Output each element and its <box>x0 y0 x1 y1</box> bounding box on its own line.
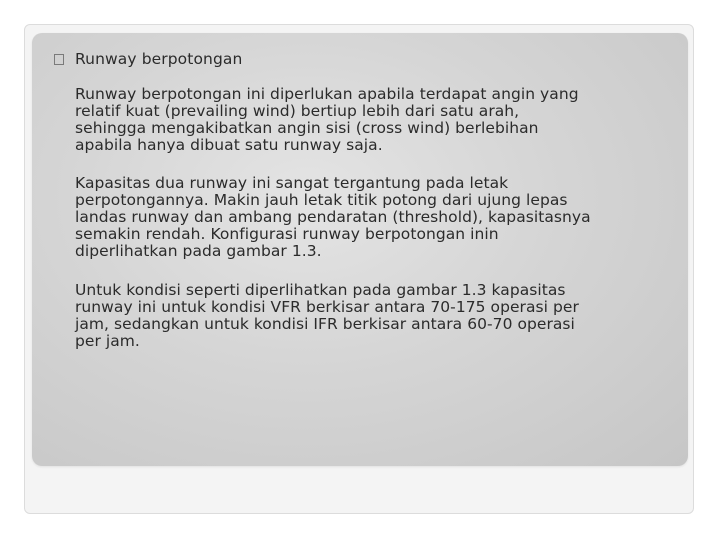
paragraph-line: Runway berpotongan ini diperlukan apabila terdapat angin yang <box>75 85 579 103</box>
slide-heading: Runway berpotongan <box>75 50 243 68</box>
paragraph-line: Kapasitas dua runway ini sangat tergantung pada letak <box>75 174 509 192</box>
paragraph-line: relatif kuat (prevailing wind) bertiup lebih dari satu arah, <box>75 102 520 120</box>
paragraph-line: runway ini untuk kondisi VFR berkisar antara 70-175 operasi per <box>75 298 579 316</box>
paragraph-2 <box>75 175 591 260</box>
paragraph-line: perpotongannya. Makin jauh letak titik potong dari ujung lepas <box>75 191 568 209</box>
paragraph-line: Untuk kondisi seperti diperlihatkan pada gambar 1.3 kapasitas <box>75 281 566 299</box>
paragraph-1 <box>75 86 579 154</box>
paragraph-3 <box>75 282 579 350</box>
square-bullet-icon <box>54 54 64 65</box>
paragraph-line: landas runway dan ambang pendaratan (threshold), kapasitasnya <box>75 208 591 226</box>
paragraph-line: per jam. <box>75 332 140 350</box>
paragraph-line: semakin rendah. Konfigurasi runway berpotongan inin <box>75 225 499 243</box>
paragraph-line: apabila hanya dibuat satu runway saja. <box>75 136 383 154</box>
heading-row <box>54 50 242 68</box>
paragraph-line: diperlihatkan pada gambar 1.3. <box>75 242 322 260</box>
paragraph-line: sehingga mengakibatkan angin sisi (cross wind) berlebihan <box>75 119 539 137</box>
paragraph-line: jam, sedangkan untuk kondisi IFR berkisar antara 60-70 operasi <box>75 315 575 333</box>
